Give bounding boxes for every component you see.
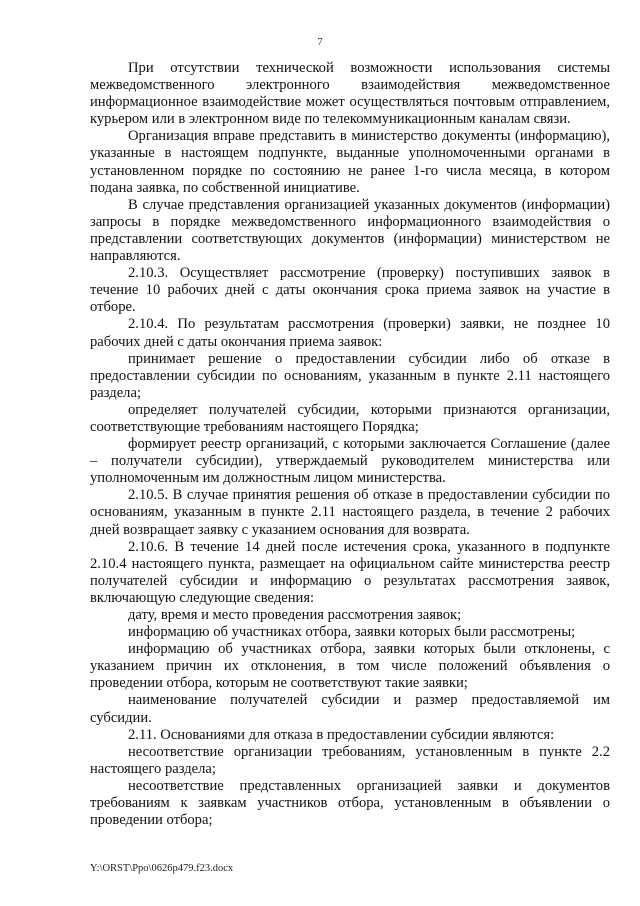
paragraph: формирует реестр организаций, с которыми заключается Соглашение (далее – получатели субсидии), утверждаемый руководителем министерства или уполномоченным им должностным лицом министерства. [90,436,610,487]
paragraph: определяет получателей субсидии, которыми признаются организации, соответствующие требованиям настоящего Порядка; [90,401,610,435]
paragraph: 2.10.6. В течение 14 дней после истечения срока, указанного в подпункте 2.10.4 настоящего пункта, размещает на официальном сайте министерства реестр получателей субсидии и информацию о результатах рассмотрения заявок, включающую следующие сведения: [90,538,610,606]
paragraph: наименование получателей субсидии и размер предоставляемой им субсидии. [90,692,610,726]
paragraph: Организация вправе представить в министерство документы (информацию), указанные в настоящем подпункте, выданные уполномоченными органами в установленном порядке по состоянию не ранее 1-го числа месяца, в котором подана заявка, по собственной инициативе. [90,128,610,196]
paragraph: дату, время и место проведения рассмотрения заявок; [128,607,462,623]
footer-file-path: Y:\ORST\Ppo\0626p479.f23.docx [90,863,234,874]
paragraph: принимает решение о предоставлении субсидии либо об отказе в предоставлении субсидии по основаниям, указанным в пункте 2.11 настоящего раздела; [90,350,610,401]
paragraph: При отсутствии технической возможности использования системы межведомственного электронного взаимодействия межведомственное информационное взаимодействие может осуществляться почтовым отправлением, курьером или в электронном виде по телекоммуникационным каналам связи. [90,60,610,128]
paragraph: 2.11. Основаниями для отказа в предоставлении субсидии являются: [128,726,555,743]
paragraph: 2.10.4. По результатам рассмотрения (проверки) заявки, не позднее 10 рабочих дней с даты окончания приема заявок: [90,316,610,350]
paragraph: информацию об участниках отбора, заявки которых были рассмотрены; [128,624,576,641]
paragraph: несоответствие представленных организацией заявки и документов требованиям к заявкам участников отбора, установленным в объявлении о проведении отбора; [90,777,610,829]
paragraph: В случае представления организацией указанных документов (информации) запросы в порядке межведомственного информационного взаимодействия о представлении соответствующих документов (информации) министерством не направляются. [90,196,610,265]
paragraph: информацию об участниках отбора, заявки которых были отклонены, с указанием причин их отклонения, в том числе положений объявления о проведении отбора, которым не соответствуют такие заявки; [90,641,610,692]
document-body [90,60,610,829]
paragraph: 2.10.3. Осуществляет рассмотрение (проверку) поступивших заявок в течение 10 рабочих дней с даты окончания срока приема заявок на участие в отборе. [90,265,610,316]
page-number: 7 [317,36,323,48]
paragraph: несоответствие организации требованиям, установленным в пункте 2.2 настоящего раздела; [90,743,610,777]
paragraph: 2.10.5. В случае принятия решения об отказе в предоставлении субсидии по основаниям, указанным в пункте 2.11 настоящего раздела, в течение 2 рабочих дней возвращает заявку с указанием основания для возврата. [90,487,610,538]
